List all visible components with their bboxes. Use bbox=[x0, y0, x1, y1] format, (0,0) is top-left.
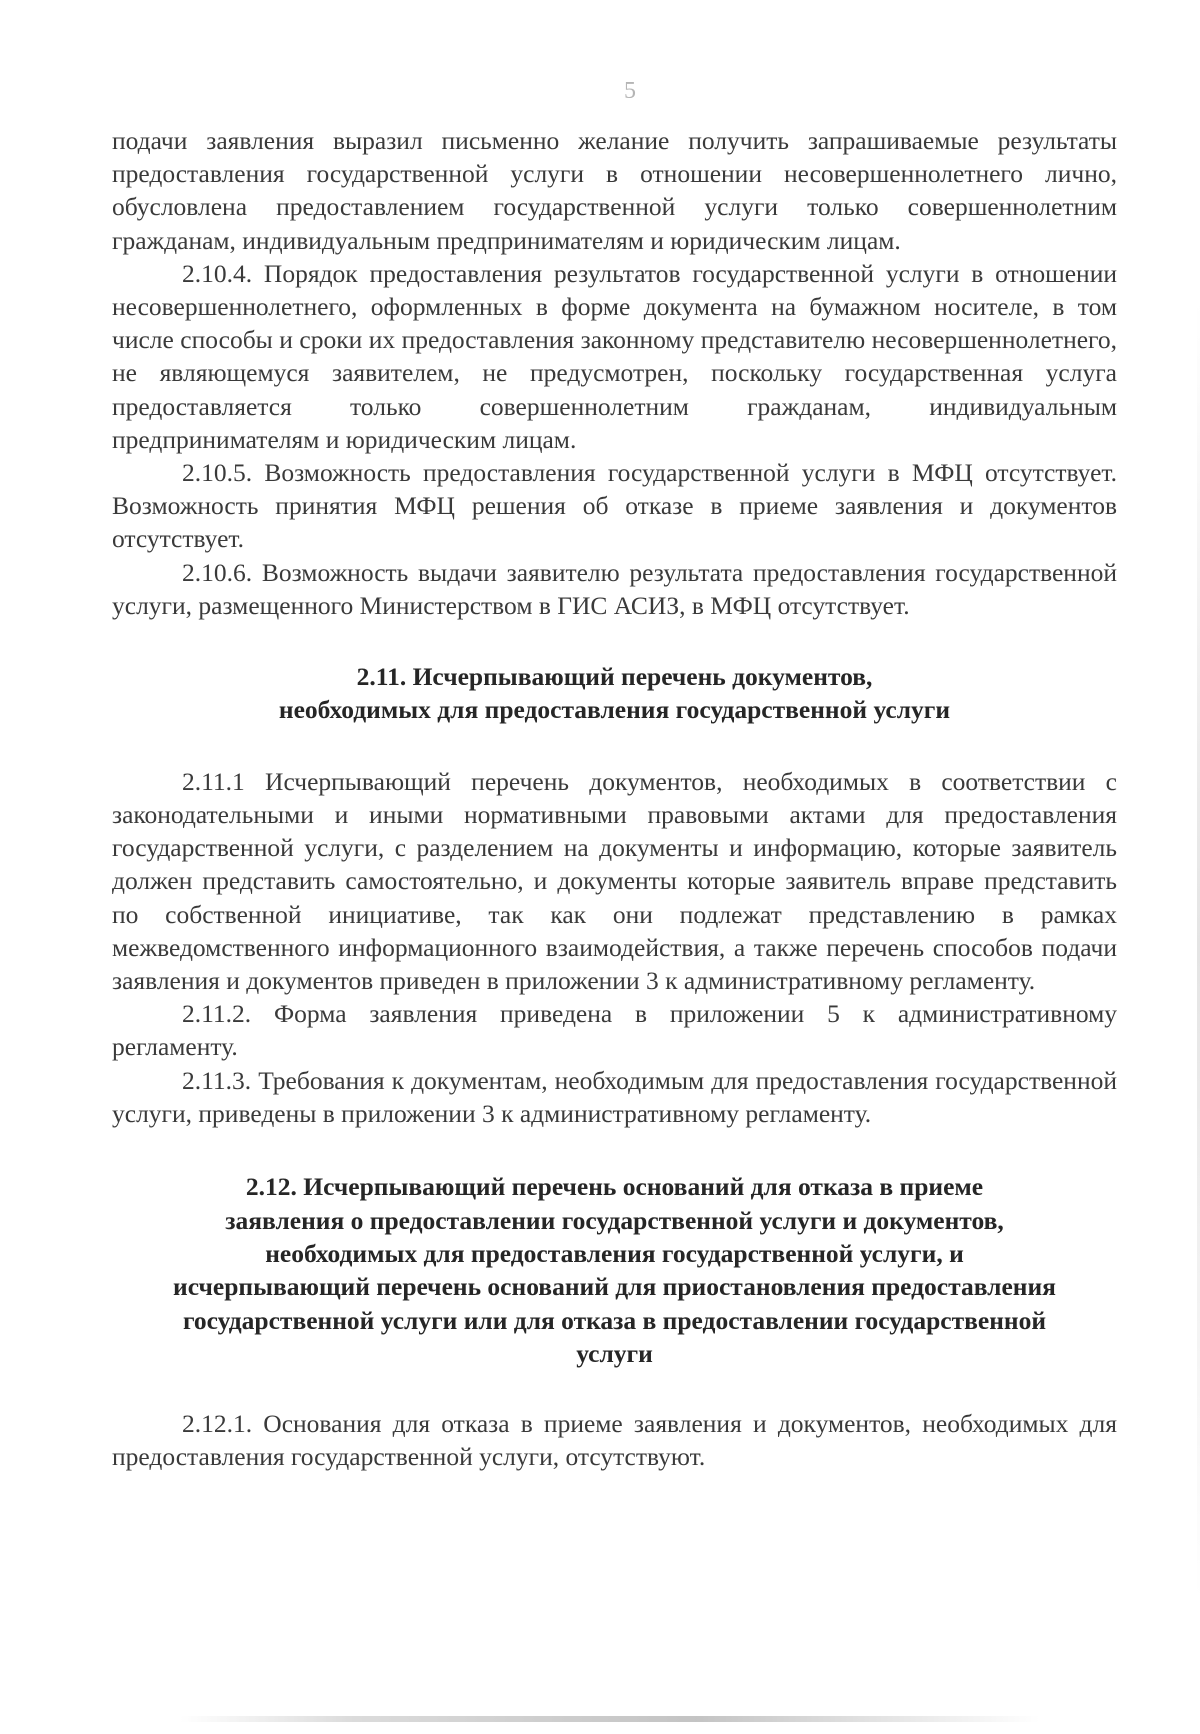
heading-line: необходимых для предоставления государственной услуги bbox=[278, 695, 951, 725]
heading-line: 2.11. Исчерпывающий перечень документов, bbox=[356, 662, 873, 692]
heading-line: 2.12. Исчерпывающий перечень оснований для отказа в приеме bbox=[245, 1172, 984, 1202]
heading-line: государственной услуги или для отказа в предоставлении государственной bbox=[182, 1305, 1047, 1335]
paragraph-2-10-5: 2.10.5. Возможность предоставления государственной услуги в МФЦ отсутствует. Возможность принятия МФЦ решения об отказе в приеме заявления и документов отсутствует. bbox=[112, 458, 1117, 554]
paragraph-2-10-6: 2.10.6. Возможность выдачи заявителю результата предоставления государственной услуги, размещенного Министерством в ГИС АСИЗ, в МФЦ отсутствует. bbox=[112, 557, 1117, 620]
document-body bbox=[112, 124, 1117, 1473]
paragraph-continuation: подачи заявления выразил письменно желание получить запрашиваемые результаты предоставления государственной услуги в отношении несовершеннолетнего лично, обусловлена предоставлением государственной услуги только совершеннолетним гражданам, индивидуальным предпринимателям и юридическим лицам. bbox=[112, 126, 1117, 255]
page-number: 5 bbox=[624, 78, 636, 104]
section-heading-2-12 bbox=[112, 1170, 1117, 1370]
section-2-12-body bbox=[112, 1407, 1117, 1473]
heading-line: услуги bbox=[576, 1339, 653, 1369]
paragraph-2-10-4: 2.10.4. Порядок предоставления результатов государственной услуги в отношении несовершеннолетнего, оформленных в форме документа на бумажном носителе, в том числе способы и сроки их предоставления законному представителю несовершеннолетнего, не являющемуся заявителем, не предусмотрен, поскольку государственная услуга предоставляется только совершеннолетним гражданам, индивидуальным предпринимателям и юридическим лицам. bbox=[112, 258, 1117, 454]
heading-line: заявления о предоставлении государственной услуги и документов, bbox=[225, 1205, 1004, 1235]
paragraph-2-12-1: 2.12.1. Основания для отказа в приеме заявления и документов, необходимых для предоставления государственной услуги, отсутствуют. bbox=[112, 1408, 1117, 1471]
heading-line: исчерпывающий перечень оснований для приостановления предоставления bbox=[173, 1272, 1056, 1302]
scan-artifact-bottom bbox=[180, 1716, 1040, 1722]
section-2-11-body bbox=[112, 765, 1117, 1130]
paragraph-2-11-1: 2.11.1 Исчерпывающий перечень документов, необходимых в соответствии с законодательными и иными нормативными правовыми актами для предоставления государственной услуги, с разделением на документы и информацию, которые заявитель должен представить самостоятельно, и документы которые заявитель вправе представить по собственной инициативе, так как они подлежат представлению в рамках межведомственного информационного взаимодействия, а также перечень способов подачи заявления и документов приведен в приложении 3 к административному регламенту. bbox=[112, 766, 1117, 996]
paragraph-2-11-3: 2.11.3. Требования к документам, необходимым для предоставления государственной услуги, приведены в приложении 3 к административному регламенту. bbox=[112, 1065, 1117, 1128]
heading-line: необходимых для предоставления государственной услуги, и bbox=[265, 1238, 964, 1268]
paragraph-2-11-2: 2.11.2. Форма заявления приведена в приложении 5 к административному регламенту. bbox=[112, 999, 1117, 1062]
section-heading-2-11 bbox=[112, 660, 1117, 727]
